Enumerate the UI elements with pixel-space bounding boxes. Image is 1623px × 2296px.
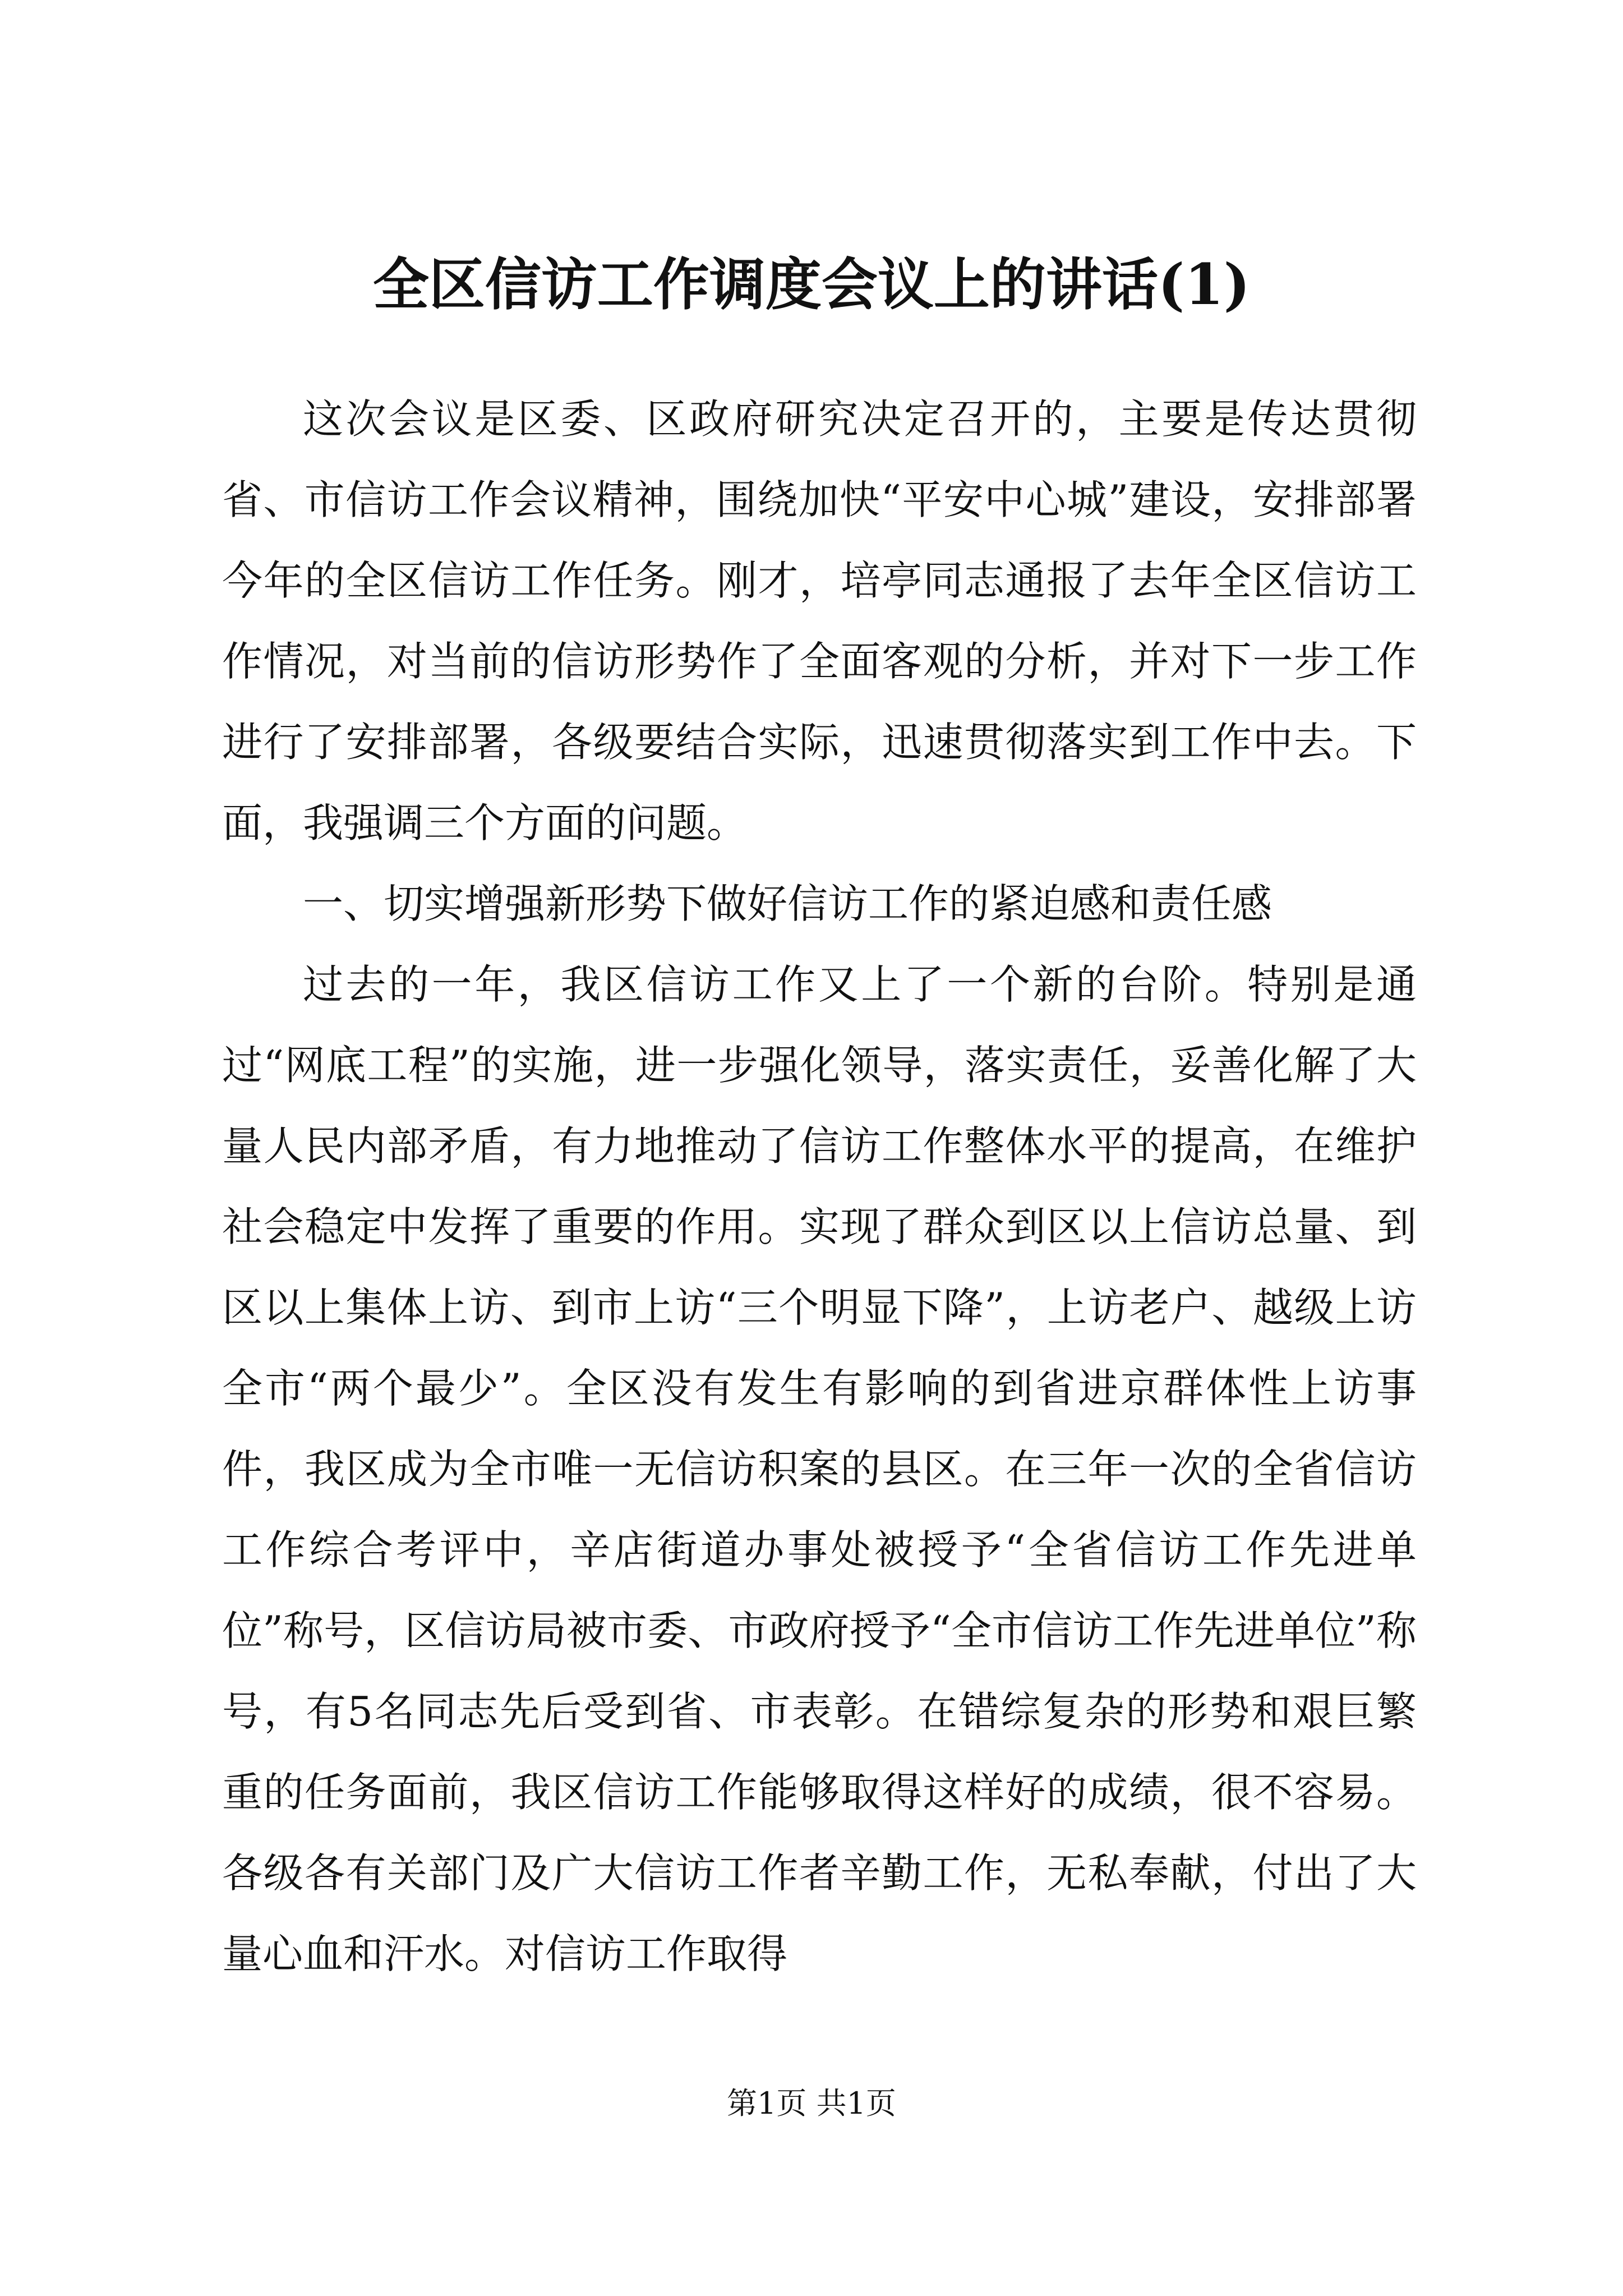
section-heading-1: 一、切实增强新形势下做好信访工作的紧迫感和责任感 xyxy=(303,880,1272,927)
document-title: 全区信访工作调度会议上的讲话(1) xyxy=(372,251,1251,318)
page-footer: 第1页 共1页 xyxy=(727,2086,896,2121)
paragraph-achievements: 过去的一年，我区信访工作又上了一个新的台阶。特别是通过“网底工程”的实施，进一步强化领导，落实责任，妥善化解了大量人民内部矛盾，有力地推动了信访工作整体水平的提高，在维护社会稳定中发挥了重要的作用。实现了群众到区以上信访总量、到区以上集体上访、到市上访“三个明显下降”，上访老户、越级上访全市“两个最少”。全区没有发生有影响的到省进京群体性上访事件，我区成为全市唯一无信访积案的县区。在三年一次的全省信访工作综合考评中，辛店街道办事处被授予“全省信访工作先进单位”称号，区信访局被市委、市政府授予“全市信访工作先进单位”称号，有5名同志先后受到省、市表彰。在错综复杂的形势和艰巨繁重的任务面前，我区信访工作能够取得这样好的成绩，很不容易。各级各有关部门及广大信访工作者辛勤工作，无私奉献，付出了大量心血和汗水。对信访工作取得 xyxy=(222,961,1417,1977)
paragraph-intro: 这次会议是区委、区政府研究决定召开的，主要是传达贯彻省、市信访工作会议精神，围绕加快“平安中心城”建设，安排部署今年的全区信访工作任务。刚才，培亭同志通报了去年全区信访工作情况，对当前的信访形势作了全面客观的分析，并对下一步工作进行了安排部署，各级要结合实际，迅速贯彻落实到工作中去。下面，我强调三个方面的问题。 xyxy=(222,395,1417,846)
document-body xyxy=(222,379,1417,1994)
